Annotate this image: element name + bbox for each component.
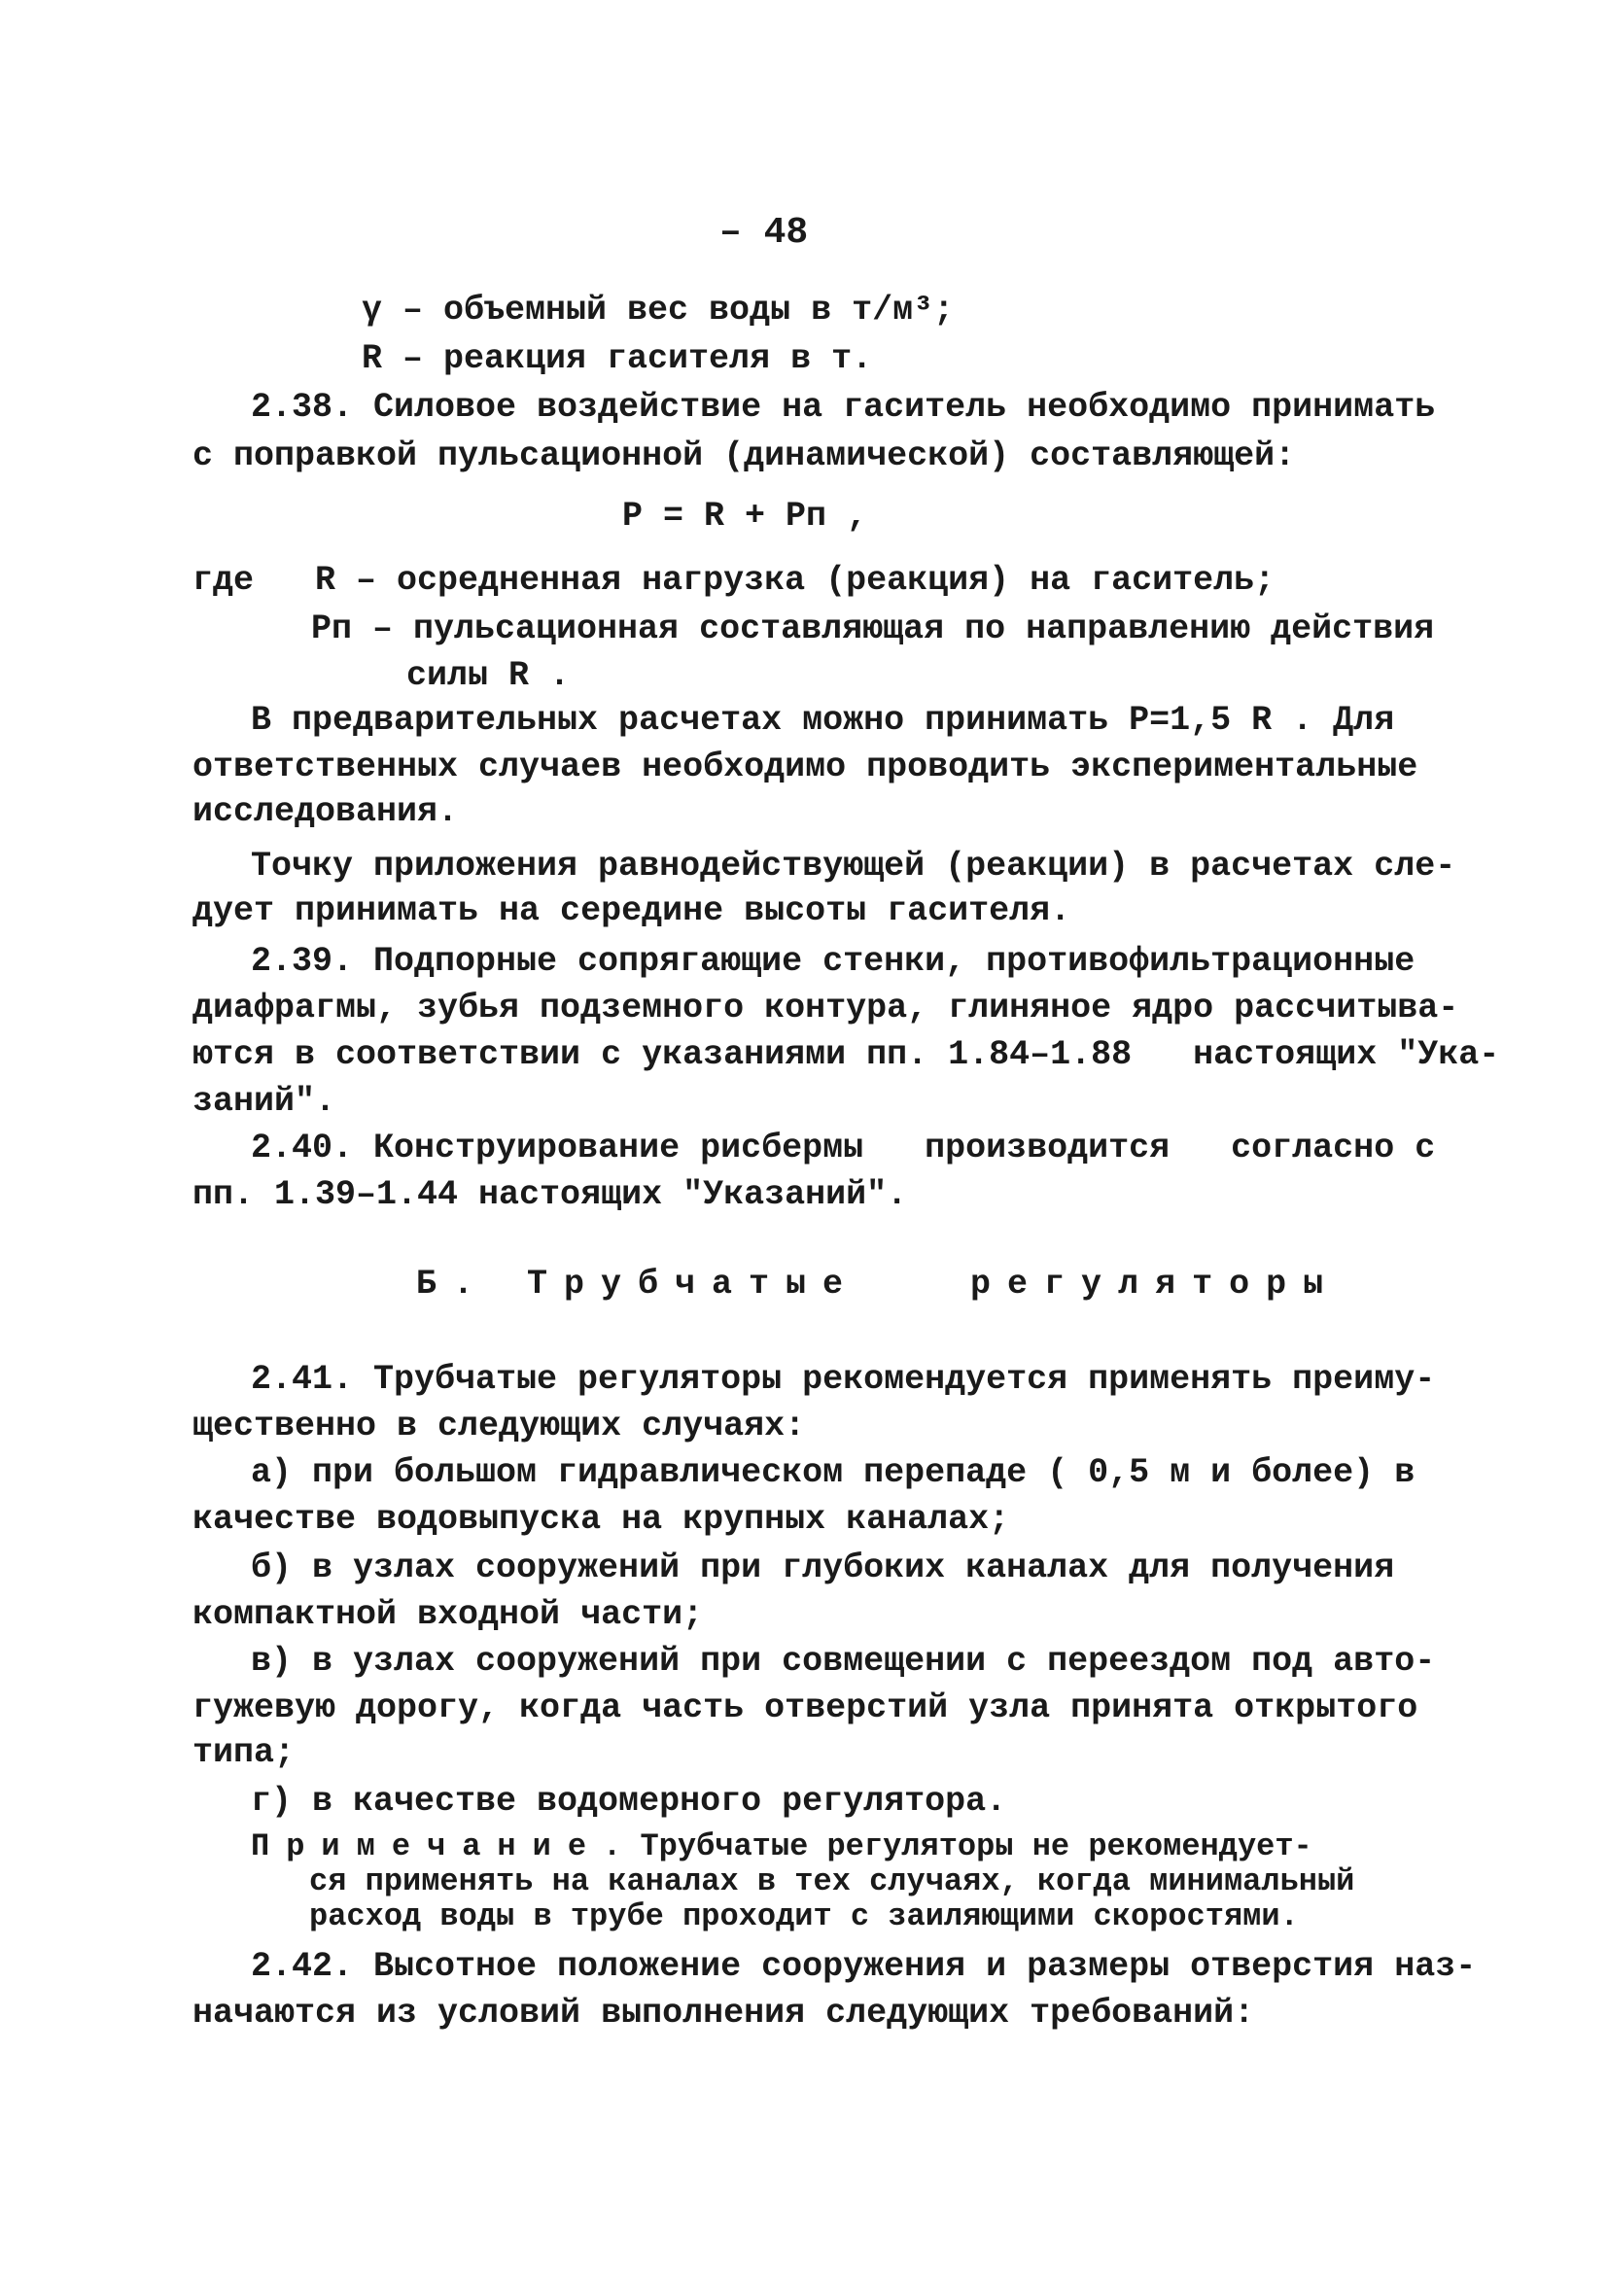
section-title: Б. Трубчатые регуляторы [416,1265,1341,1304]
paragraph-2-39-line3: ются в соответствии с указаниями пп. 1.84–1.88 настоящих "Ука- [192,1035,1500,1074]
where-line3: силы R . [406,656,571,695]
paragraph-2-39-line4: заний". [192,1082,336,1121]
prelim-line1: В предварительных расчетах можно принимать P=1,5 R . Для [251,701,1395,740]
note-line3: расход воды в трубе проходит с заиляющими скоростями. [309,1898,1299,1934]
definition-r: R – реакция гасителя в т. [362,339,873,378]
item-b-line2: компактной входной части; [192,1595,704,1634]
formula: P = R + Pп , [622,497,868,536]
paragraph-2-40-line2: пп. 1.39–1.44 настоящих "Указаний". [192,1175,908,1214]
item-c-line3: типа; [192,1733,296,1772]
paragraph-2-39-line1: 2.39. Подпорные сопрягающие стенки, противофильтрационные [251,942,1416,981]
point-line2: дует принимать на середине высоты гасителя. [192,891,1071,930]
where-line1: где R – осредненная нагрузка (реакция) на гаситель; [192,561,1276,600]
paragraph-2-39-line2: диафрагмы, зубья подземного контура, глиняное ядро рассчитыва- [192,989,1459,1027]
definition-gamma: γ – объемный вес воды в т/м³; [362,291,955,330]
paragraph-2-42-line1: 2.42. Высотное положение сооружения и размеры отверстия наз- [251,1947,1477,1986]
prelim-line2: ответственных случаев необходимо проводить экспериментальные [192,748,1418,786]
item-c-line1: в) в узлах сооружений при совмещении с переездом под авто- [251,1642,1436,1681]
paragraph-2-38-line1: 2.38. Силовое воздействие на гаситель необходимо принимать [251,388,1436,427]
note-line1 [251,1827,1312,1866]
paragraph-2-42-line2: начаются из условий выполнения следующих требований: [192,1994,1255,2033]
item-a-line1: а) при большом гидравлическом перепаде ( 0,5 м и более) в [251,1453,1416,1492]
where-line2: Pп – пульсационная составляющая по направлению действия [311,609,1435,648]
paragraph-2-41-line1: 2.41. Трубчатые регуляторы рекомендуется применять преиму- [251,1360,1436,1399]
note-line2: ся применять на каналах в тех случаях, когда минимальный [309,1863,1355,1899]
paragraph-2-38-line2: с поправкой пульсационной (динамической) составляющей: [192,436,1296,475]
page-number: – 48 [719,212,809,254]
note-label: Примечание [251,1828,604,1864]
prelim-line3: исследования. [192,792,459,831]
paragraph-2-41-line2: щественно в следующих случаях: [192,1407,806,1445]
point-line1: Точку приложения равнодействующей (реакции) в расчетах сле- [251,847,1456,886]
item-d-line1: г) в качестве водомерного регулятора. [251,1782,1007,1821]
item-b-line1: б) в узлах сооружений при глубоких каналах для получения [251,1548,1395,1587]
paragraph-2-40-line1: 2.40. Конструирование рисбермы производится согласно с [251,1129,1436,1167]
item-a-line2: качестве водовыпуска на крупных каналах; [192,1500,1010,1539]
item-c-line2: гужевую дорогу, когда часть отверстий узла принята открытого [192,1688,1418,1727]
note-text-start: . Трубчатые регуляторы не рекомендует- [603,1828,1312,1864]
